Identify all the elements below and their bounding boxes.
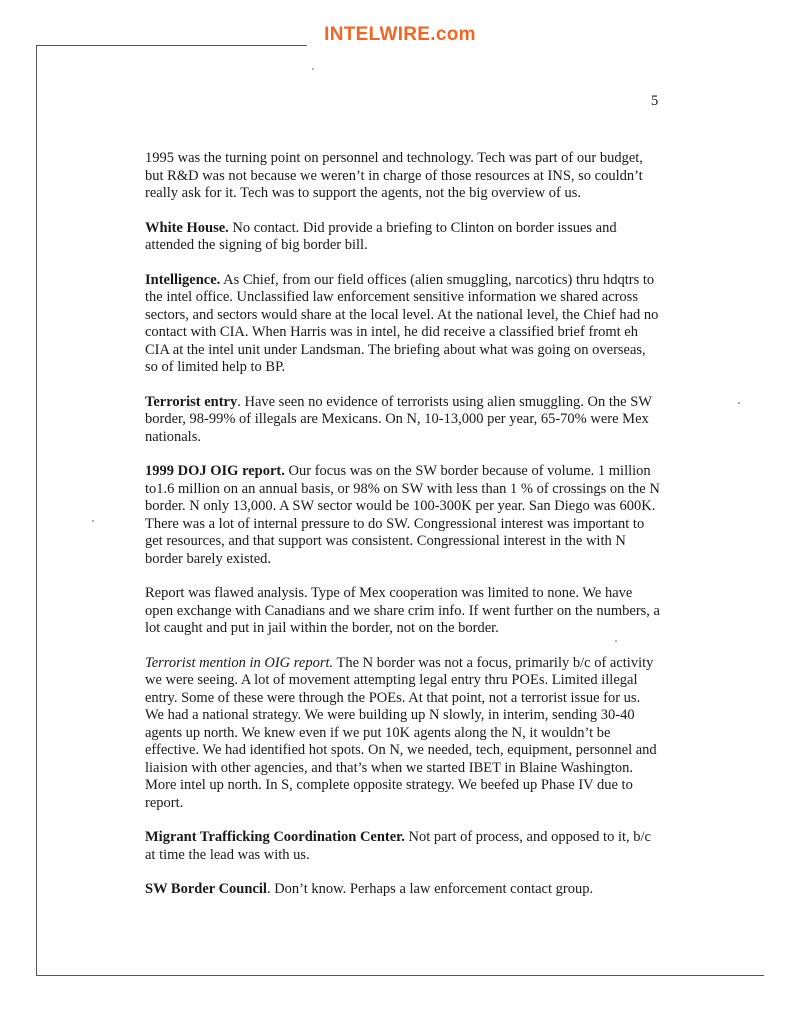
top-border-line bbox=[37, 45, 307, 46]
paragraph-heading: SW Border Council bbox=[145, 881, 267, 897]
paragraph-tech-1995 bbox=[145, 150, 660, 203]
paragraph-terrorist-mention bbox=[145, 655, 660, 813]
paragraph-text: No contact. Did provide a briefing to Clinton on border issues and attended the signing of big border bill. bbox=[145, 219, 617, 253]
scan-speck bbox=[738, 402, 740, 404]
paragraph-migrant-trafficking bbox=[145, 829, 660, 864]
page-number: 5 bbox=[651, 93, 659, 109]
paragraph-text: . Don’t know. Perhaps a law enforcement contact group. bbox=[266, 881, 594, 897]
paragraph-heading: 1999 DOJ OIG report. bbox=[145, 463, 285, 479]
paragraph-intelligence bbox=[145, 272, 660, 377]
paragraph-heading: Terrorist mention in OIG report. bbox=[145, 654, 334, 671]
paragraph-terrorist-entry bbox=[145, 394, 660, 447]
scan-speck bbox=[312, 68, 314, 70]
paragraph-flawed-analysis bbox=[145, 585, 660, 638]
paragraph-text: As Chief, from our field offices (alien smuggling, narcotics) thru hdqtrs to the intel office. Unclassified law enforcement sensitive information we shared across sectors, and sectors would share at the local level. At the national level, the Chief had no contact with CIA. When Harris was in intel, he did receive a classified brief fromt eh CIA at the intel unit under Landsman. The briefing about what was going on overseas, so of limited help to BP. bbox=[145, 271, 659, 375]
paragraph-heading: Intelligence. bbox=[145, 271, 221, 288]
scan-speck bbox=[92, 520, 94, 522]
paragraph-text: The N border was not a focus, primarily b/c of activity we were seeing. A lot of movement attempting legal entry thru POEs. Limited illegal entry. Some of these were through the POEs. At that point, not a terrorist issue for us. We had a national strategy. We were building up N slowly, in interim, sending 30-40 agents up north. We knew even if we put 10K agents along the N, it wouldn’t be effective. We had identified hot spots. On N, we needed, tech, equipment, personnel and liaision with other agencies, and that’s when we started IBET in Blaine Washington. More intel up north. In S, complete opposite strategy. We beefed up Phase IV due to report. bbox=[145, 654, 657, 811]
site-watermark-banner: INTELWIRE.com bbox=[324, 24, 476, 45]
paragraph-heading: White House. bbox=[145, 219, 229, 236]
paragraph-heading: Migrant Trafficking Coordination Center. bbox=[145, 829, 405, 845]
paragraph-text: Not part of process, and opposed to it, b/c at time the lead was with us. bbox=[145, 829, 651, 863]
paragraph-text: Report was flawed analysis. Type of Mex cooperation was limited to none. We have open exchange with Canadians and we share crim info. If went further on the numbers, a lot caught and put in jail within the border, not on the border. bbox=[145, 585, 660, 636]
paragraph-sw-border-council bbox=[145, 881, 660, 899]
paragraph-doj-oig-report bbox=[145, 463, 660, 568]
scan-speck bbox=[615, 640, 617, 642]
paragraph-text: . Have seen no evidence of terrorists using alien smuggling. On the SW border, 98-99% of illegals are Mexicans. On N, 10-13,000 per year, 65-70% were Mex nationals. bbox=[145, 393, 652, 445]
paragraph-text: 1995 was the turning point on personnel and technology. Tech was part of our budget, but R&D was not because we weren’t in charge of those resources at INS, so couldn’t really ask for it. Tech was to support the agents, not the big overview of us. bbox=[145, 150, 643, 201]
paragraph-white-house bbox=[145, 220, 660, 255]
paragraph-text: Our focus was on the SW border because of volume. 1 million to1.6 million on an annual basis, or 98% on SW with less than 1 % of crossings on the N border. N only 13,000. A SW sector would be 100-300K per year. San Diego was 600K. There was a lot of internal pressure to do SW. Congressional interest was important to get resources, and that support was consistent. Congressional interest in the with N border barely existed. bbox=[145, 463, 660, 567]
bottom-border-line bbox=[36, 975, 764, 976]
left-border-line bbox=[36, 45, 37, 976]
paragraph-heading: Terrorist entry bbox=[145, 393, 238, 410]
document-body bbox=[145, 150, 660, 916]
